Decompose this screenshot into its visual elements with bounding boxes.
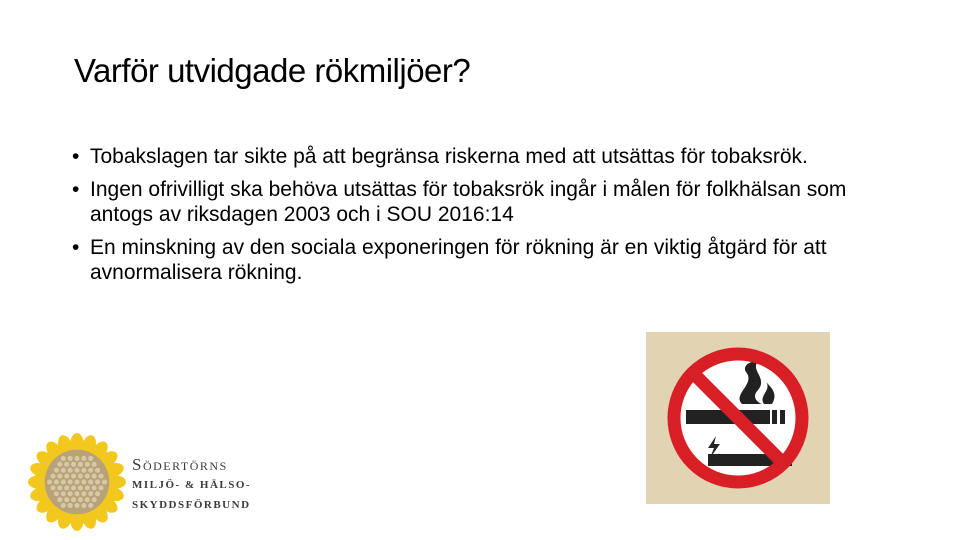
honeycomb-cell (81, 503, 86, 508)
honeycomb-cell (98, 474, 103, 479)
honeycomb-cell (85, 485, 90, 490)
sunflower-icon (28, 433, 126, 531)
honeycomb-cell (92, 485, 97, 490)
bullet-item (72, 144, 872, 169)
honeycomb-cell (61, 468, 66, 473)
honeycomb-cell (64, 497, 69, 502)
honeycomb-cell (64, 462, 69, 467)
honeycomb-cell (92, 497, 97, 502)
honeycomb-cell (88, 491, 93, 496)
honeycomb-cell (92, 474, 97, 479)
bullet-item (72, 235, 872, 285)
honeycomb-cell (71, 497, 76, 502)
honeycomb-cell (54, 479, 59, 484)
honeycomb-cell (95, 491, 100, 496)
honeycomb-cell (57, 497, 62, 502)
honeycomb-cell (74, 503, 79, 508)
honeycomb-cell (81, 468, 86, 473)
honeycomb-cell (85, 462, 90, 467)
honeycomb-cell (88, 456, 93, 461)
bullet-list (72, 144, 872, 293)
honeycomb-cell (50, 485, 55, 490)
honeycomb-cell (61, 479, 66, 484)
organization-logo (28, 433, 268, 533)
bullet-text: En minskning av den sociala exponeringen för rökning är en viktig åtgärd för att avnormalisera rökning. (90, 236, 827, 284)
honeycomb-cell (61, 491, 66, 496)
honeycomb-cell (88, 479, 93, 484)
honeycomb-cell (74, 491, 79, 496)
honeycomb-cell (57, 474, 62, 479)
honeycomb-cell (61, 503, 66, 508)
honeycomb-cell (85, 474, 90, 479)
honeycomb-cell (71, 485, 76, 490)
honeycomb-cell (47, 479, 52, 484)
logo-subtitle-1: MILJÖ- & HÄLSO- (132, 479, 252, 491)
bullet-marker: • (72, 178, 80, 201)
honeycomb-cell (95, 479, 100, 484)
honeycomb-cell (68, 456, 73, 461)
honeycomb-cell (68, 479, 73, 484)
honeycomb-cell (71, 474, 76, 479)
no-smoking-sign (646, 332, 830, 504)
honeycomb-cell (92, 462, 97, 467)
honeycomb-cell (88, 503, 93, 508)
logo-text (132, 455, 251, 515)
slide-title: Varför utvidgade rökmiljöer? (74, 52, 471, 89)
honeycomb-cell (81, 491, 86, 496)
honeycomb-cell (68, 491, 73, 496)
logo-name: Södertörns (132, 455, 228, 474)
honeycomb-cell (68, 503, 73, 508)
bullet-text: Tobakslagen tar sikte på att begränsa riskerna med att utsättas för tobaksrök. (90, 145, 808, 168)
honeycomb-cell (54, 468, 59, 473)
honeycomb-cell (98, 485, 103, 490)
honeycomb-cell (71, 462, 76, 467)
honeycomb-cell (88, 468, 93, 473)
honeycomb-cell (57, 485, 62, 490)
honeycomb-cell (81, 479, 86, 484)
honeycomb-cell (57, 462, 62, 467)
honeycomb-cell (102, 479, 107, 484)
bullet-item (72, 177, 872, 227)
honeycomb-cell (74, 456, 79, 461)
honeycomb-cell (50, 474, 55, 479)
honeycomb-cell (78, 462, 83, 467)
logo-subtitle-2: SKYDDSFÖRBUND (132, 499, 251, 511)
bullet-text: Ingen ofrivilligt ska behöva utsättas för tobaksrök ingår i målen för folkhälsan som antogs av riksdagen 2003 och i SOU 2016:14 (90, 178, 847, 226)
honeycomb-cell (68, 468, 73, 473)
honeycomb-cell (61, 456, 66, 461)
honeycomb-cell (81, 456, 86, 461)
honeycomb-cell (85, 497, 90, 502)
honeycomb-cell (74, 468, 79, 473)
honeycomb-cell (54, 491, 59, 496)
bullet-marker: • (72, 145, 80, 168)
bullet-marker: • (72, 236, 80, 259)
honeycomb-cell (64, 474, 69, 479)
honeycomb-cell (78, 474, 83, 479)
honeycomb-cell (64, 485, 69, 490)
honeycomb-cell (78, 497, 83, 502)
honeycomb-cell (78, 485, 83, 490)
honeycomb-cell (74, 479, 79, 484)
honeycomb-cell (95, 468, 100, 473)
